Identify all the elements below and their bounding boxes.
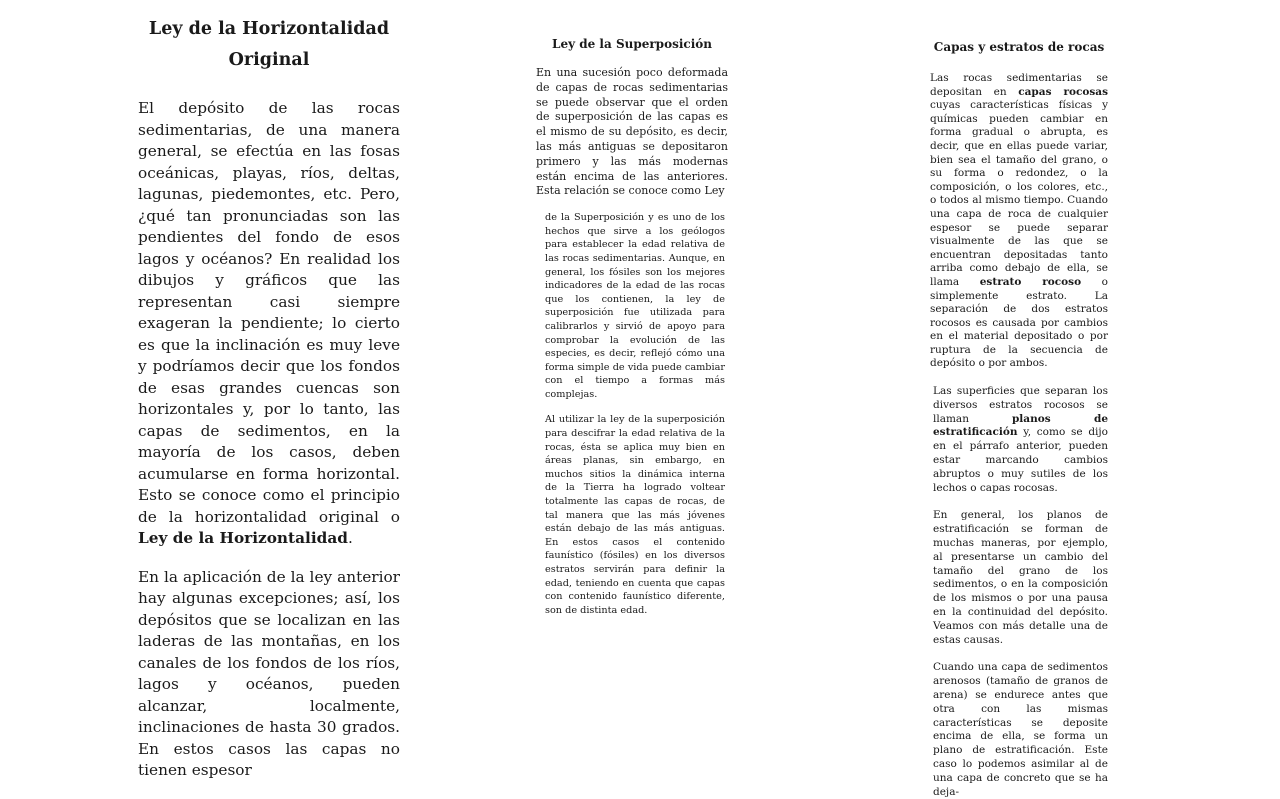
paragraph-segment: Las rocas sedimentarias se depositan en xyxy=(930,72,1108,98)
paragraph-capas-2 xyxy=(933,385,1108,495)
paragraph-superposicion-1: En una sucesión poco deformada de capas de rocas sedimentarias se puede observar que el orden de superposición de las capas es el mismo de su depósito, es decir, las más antiguas se depositaron primero y las más modernas están encima de las anteriores. Esta relación se conoce como Ley xyxy=(536,66,728,198)
column-middle xyxy=(536,0,728,617)
term-capas-rocosas: capas rocosas xyxy=(1018,85,1109,98)
term-ley-horizontalidad: Ley de la Horizontalidad xyxy=(138,529,348,547)
paragraph-capas-1 xyxy=(930,72,1108,371)
paragraph-segment: Las superficies que separan los diversos estratos rocosos se llaman xyxy=(933,385,1108,425)
paragraph-horizontalidad-2: En la aplicación de la ley anterior hay algunas excepciones; así, los depósitos que se localizan en las laderas de las montañas, en los canales de los fondos de los ríos, lagos y océanos, pueden alcanzar, localmente, inclinaciones de hasta 30 grados. En estos casos las capas no tienen espesor xyxy=(138,567,400,779)
column-right xyxy=(930,0,1108,799)
term-estrato-rocoso: estrato rocoso xyxy=(979,275,1082,288)
paragraph-segment: . xyxy=(347,529,353,547)
paragraph-segment: cuyas características físicas y químicas pueden cambiar en forma gradual o abrupta, es decir, que en ellas puede variar, bien sea el tamaño del grano, o su forma o redondez, o la composición, o los colores, etc., o todos al mismo tiempo. Cuando una capa de roca de cualquier espesor se puede separar visualmente de las que se encuentran depositadas tanto arriba como debajo de ella, se llama xyxy=(930,99,1108,288)
superposicion-continuation xyxy=(545,211,725,617)
paragraph-superposicion-3: Al utilizar la ley de la superposición para descifrar la edad relativa de la rocas, ésta se aplica muy bien en áreas planas, sin embargo, en muchos sitios la dinámica interna de la Tierra ha logrado voltear totalmente las capas de rocas, de tal manera que las más jóvenes están debajo de las más antiguas. En estos casos el contenido faunístico (fósiles) en los diversos estratos servirán para definir la edad, teniendo en cuenta que capas con contenido faunístico diferente, son de distinta edad. xyxy=(545,414,725,616)
paragraph-capas-3: En general, los planos de estratificación se forman de muchas maneras, por ejemplo, al presentarse un cambio del tamaño del grano de los sedimentos, o en la composición de los mismos o por una pausa en la continuidad del depósito. Veamos con más detalle una de estas causas. xyxy=(933,509,1108,646)
column-left xyxy=(138,0,400,782)
paragraph-segment: o simplemente estrato. La separación de dos estratos rocosos es causada por cambios en el material depositado o por ruptura de la secuencia de depósito o por ambos. xyxy=(930,275,1108,370)
paragraph-capas-4: Cuando una capa de sedimentos arenosos (tamaño de granos de arena) se endurece antes que otra con las mismas características se deposite encima de ella, se forma un plano de estratificación. Este caso lo podemos asimilar al de una capa de concreto que se ha deja- xyxy=(933,661,1108,798)
heading-horizontalidad: Ley de la Horizontalidad Original xyxy=(148,19,390,70)
paragraph-segment: y, como se dijo en el párrafo anterior, pueden estar marcando cambios abruptos o muy sutiles de los lechos o capas rocosas. xyxy=(933,426,1108,494)
heading-superposicion: Ley de la Superposición xyxy=(552,37,712,51)
paragraph-horizontalidad-1 xyxy=(138,98,400,550)
paragraph-segment: El depósito de las rocas sedimentarias, de una manera general, se efectúa en las fosas oceánicas, playas, ríos, deltas, lagunas, piedemontes, etc. Pero, ¿qué tan pronunciadas son las pendientes del fondo de esos lagos y océanos? En realidad los dibujos y gráficos que las representan casi siempre exageran la pendiente; lo cierto es que la inclinación es muy leve y podríamos decir que los fondos de esas grandes cuencas son horizontales y, por lo tanto, las capas de sedimentos, en la mayoría de los casos, deben acumularse en forma horizontal. Esto se conoce como el principio de la horizontalidad original o xyxy=(138,99,400,526)
term-planos-estratificacion: planos de estratificación xyxy=(933,412,1108,439)
heading-capas-estratos: Capas y estratos de rocas xyxy=(933,40,1105,54)
paragraph-superposicion-2: de la Superposición y es uno de los hechos que sirve a los geólogos para establecer la edad relativa de las rocas sedimentarias. Aunque, en general, los fósiles son los mejores indicadores de la edad de las rocas que los contienen, la ley de superposición fue utilizada para calibrarlos y sirvió de apoyo para comprobar la evolución de las especies, es decir, reflejó cómo una forma simple de vida puede cambiar con el tiempo a formas más complejas. xyxy=(545,212,725,400)
